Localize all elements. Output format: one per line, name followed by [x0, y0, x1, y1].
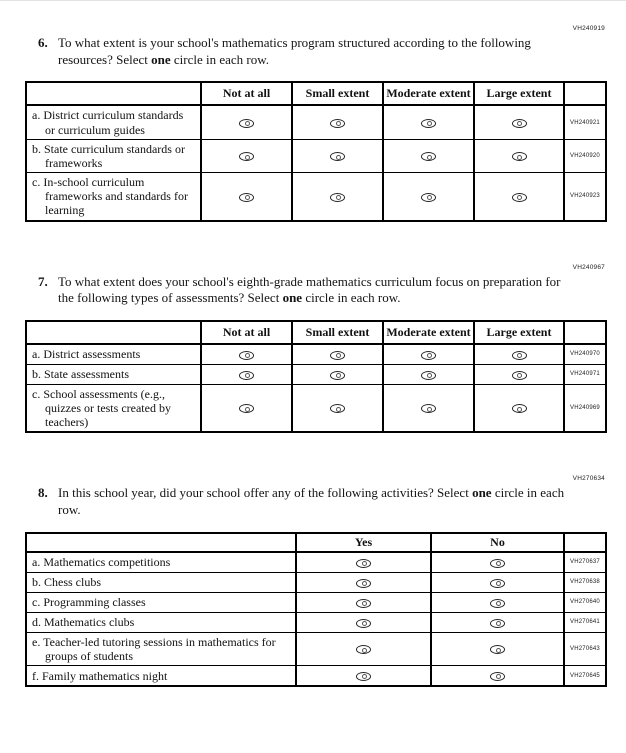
row-code: VH270641	[564, 612, 606, 632]
option-cell	[201, 139, 292, 172]
row-letter: b.	[32, 141, 41, 156]
stub-header	[26, 82, 201, 105]
option-cell	[383, 139, 474, 172]
answer-oval[interactable]	[330, 119, 345, 128]
answer-oval[interactable]	[330, 351, 345, 360]
prompt-pre: In this school year, did your school offer any of the following activities? Select	[58, 485, 473, 501]
column-header-moderate-extent: Moderate extent	[383, 321, 474, 344]
row-code: VH240923	[564, 173, 606, 221]
prompt-bold: one	[151, 51, 171, 67]
option-cell	[474, 105, 564, 139]
prompt-post: circle in each row.	[302, 290, 401, 306]
option-cell	[296, 666, 431, 687]
answer-oval[interactable]	[512, 371, 527, 380]
answer-oval[interactable]	[421, 119, 436, 128]
answer-oval[interactable]	[512, 351, 527, 360]
table-row	[26, 592, 606, 612]
row-text: Mathematics competitions	[43, 555, 171, 570]
answer-oval[interactable]	[356, 619, 371, 628]
answer-oval[interactable]	[490, 559, 505, 568]
row-letter: b.	[32, 367, 41, 382]
question-text	[58, 35, 575, 68]
option-cell	[474, 364, 564, 384]
code-column-header	[564, 321, 606, 344]
row-text: State assessments	[44, 367, 129, 382]
table-row	[26, 572, 606, 592]
stub-header	[26, 533, 296, 552]
option-cell	[383, 384, 474, 432]
row-letter: b.	[32, 575, 41, 590]
table-row	[26, 612, 606, 632]
option-cell	[383, 105, 474, 139]
option-cell	[474, 344, 564, 365]
row-text: Teacher-led tutoring sessions in mathematics for groups of students	[43, 634, 276, 664]
question-8-code: VH270634	[572, 475, 605, 483]
question-number: 7.	[38, 273, 48, 289]
table-row	[26, 632, 606, 665]
table-row	[26, 139, 606, 172]
option-cell	[431, 592, 564, 612]
option-cell	[383, 173, 474, 221]
option-cell	[292, 105, 383, 139]
row-label	[26, 105, 201, 139]
row-label	[26, 173, 201, 221]
column-header-large-extent: Large extent	[474, 321, 564, 344]
question-number: 8.	[38, 485, 48, 501]
option-cell	[296, 552, 431, 573]
column-header-large-extent: Large extent	[474, 82, 564, 105]
code-column-header	[564, 82, 606, 105]
row-label	[26, 666, 296, 687]
row-code: VH240970	[564, 344, 606, 365]
option-cell	[383, 364, 474, 384]
answer-oval[interactable]	[490, 645, 505, 654]
prompt-post: circle in each row.	[58, 485, 565, 518]
answer-oval[interactable]	[421, 404, 436, 413]
option-cell	[431, 572, 564, 592]
answer-oval[interactable]	[356, 559, 371, 568]
option-cell	[296, 632, 431, 665]
row-letter: c.	[32, 175, 41, 190]
row-code: VH270645	[564, 666, 606, 687]
column-header-moderate-extent: Moderate extent	[383, 82, 474, 105]
answer-oval[interactable]	[239, 119, 254, 128]
column-header-not-at-all: Not at all	[201, 321, 292, 344]
option-cell	[201, 105, 292, 139]
option-cell	[431, 552, 564, 573]
answer-oval[interactable]	[356, 672, 371, 681]
question-6-code: VH240919	[572, 25, 605, 32]
answer-oval[interactable]	[421, 351, 436, 360]
question-7-prompt	[38, 274, 605, 307]
row-text: Programming classes	[43, 595, 146, 610]
option-cell	[292, 344, 383, 365]
option-cell	[431, 612, 564, 632]
row-label	[26, 552, 296, 573]
answer-oval[interactable]	[239, 351, 254, 360]
question-7	[25, 264, 605, 434]
prompt-bold: one	[282, 290, 303, 306]
row-text: Chess clubs	[44, 575, 101, 590]
option-cell	[431, 632, 564, 665]
row-letter: f.	[32, 668, 39, 683]
row-text: District assessments	[43, 347, 141, 362]
stub-header	[26, 321, 201, 344]
answer-oval[interactable]	[239, 193, 254, 202]
row-code: VH240969	[564, 384, 606, 432]
row-letter: c.	[32, 595, 41, 610]
answer-oval[interactable]	[356, 599, 371, 608]
answer-oval[interactable]	[512, 152, 527, 161]
table-row	[26, 105, 606, 139]
option-cell	[383, 344, 474, 365]
answer-oval[interactable]	[490, 579, 505, 588]
row-text: In-school curriculum frameworks and standards for learning	[43, 175, 188, 218]
row-text: Family mathematics night	[42, 668, 168, 683]
option-cell	[431, 666, 564, 687]
row-code: VH240971	[564, 364, 606, 384]
answer-oval[interactable]	[490, 619, 505, 628]
question-6-table	[25, 81, 607, 221]
row-label	[26, 364, 201, 384]
option-cell	[292, 364, 383, 384]
prompt-pre: To what extent is your school's mathematics program structured according to the following resources? Select	[58, 35, 531, 67]
row-letter: c.	[32, 386, 41, 401]
answer-oval[interactable]	[356, 645, 371, 654]
row-code: VH240921	[564, 105, 606, 139]
header-row	[26, 82, 606, 105]
row-text: Mathematics clubs	[44, 615, 135, 630]
answer-oval[interactable]	[512, 193, 527, 202]
option-cell	[201, 364, 292, 384]
answer-oval[interactable]	[330, 193, 345, 202]
question-7-table	[25, 320, 607, 434]
answer-oval[interactable]	[490, 672, 505, 681]
row-text: State curriculum standards or frameworks	[44, 141, 185, 170]
option-cell	[201, 384, 292, 432]
row-code: VH270638	[564, 572, 606, 592]
table-row	[26, 666, 606, 687]
answer-oval[interactable]	[512, 119, 527, 128]
row-letter: a.	[32, 555, 41, 570]
table-row	[26, 552, 606, 573]
option-cell	[201, 344, 292, 365]
option-cell	[296, 592, 431, 612]
row-label	[26, 344, 201, 365]
question-8-table	[25, 532, 607, 688]
row-text: District curriculum standards or curriculum guides	[43, 108, 184, 137]
question-7-code: VH240967	[572, 263, 605, 271]
answer-oval[interactable]	[421, 371, 436, 380]
option-cell	[296, 612, 431, 632]
row-label	[26, 384, 201, 432]
answer-oval[interactable]	[330, 371, 345, 380]
answer-oval[interactable]	[239, 152, 254, 161]
code-column-header	[564, 533, 606, 552]
question-text	[58, 485, 575, 518]
answer-oval[interactable]	[330, 152, 345, 161]
header-row	[26, 533, 606, 552]
answer-oval[interactable]	[239, 371, 254, 380]
answer-oval[interactable]	[512, 404, 527, 413]
question-number: 6.	[38, 35, 48, 50]
answer-oval[interactable]	[330, 404, 345, 413]
row-label	[26, 139, 201, 172]
table-row	[26, 173, 606, 221]
row-letter: d.	[32, 615, 41, 630]
option-cell	[292, 384, 383, 432]
column-header-not-at-all: Not at all	[201, 82, 292, 105]
question-6-prompt	[38, 35, 605, 68]
row-label	[26, 572, 296, 592]
prompt-pre: To what extent does your school's eighth-grade mathematics curriculum focus on preparation for the following types of assessments? Select	[58, 273, 561, 306]
option-cell	[474, 173, 564, 221]
option-cell	[474, 384, 564, 432]
prompt-bold: one	[472, 485, 492, 501]
question-8-prompt	[38, 485, 605, 518]
question-text	[58, 274, 575, 307]
column-header-small-extent: Small extent	[292, 321, 383, 344]
header-row	[26, 321, 606, 344]
table-row	[26, 364, 606, 384]
column-header-no: No	[431, 533, 564, 552]
question-8	[25, 475, 605, 687]
answer-oval[interactable]	[421, 193, 436, 202]
prompt-post: circle in each row.	[170, 51, 270, 67]
row-text: School assessments (e.g., quizzes or tests created by teachers)	[43, 386, 171, 430]
row-label	[26, 592, 296, 612]
option-cell	[201, 173, 292, 221]
row-label	[26, 612, 296, 632]
table-row	[26, 384, 606, 432]
answer-oval[interactable]	[421, 152, 436, 161]
row-letter: a.	[32, 347, 41, 362]
column-header-yes: Yes	[296, 533, 431, 552]
option-cell	[474, 139, 564, 172]
row-label	[26, 632, 296, 665]
answer-oval[interactable]	[490, 599, 505, 608]
option-cell	[292, 139, 383, 172]
row-letter: a.	[32, 108, 41, 123]
row-code: VH240920	[564, 139, 606, 172]
answer-oval[interactable]	[239, 404, 254, 413]
option-cell	[296, 572, 431, 592]
column-header-small-extent: Small extent	[292, 82, 383, 105]
question-6	[25, 25, 605, 222]
option-cell	[292, 173, 383, 221]
table-row	[26, 344, 606, 365]
row-code: VH270643	[564, 632, 606, 665]
row-code: VH270640	[564, 592, 606, 612]
row-letter: e.	[32, 634, 41, 649]
row-code: VH270637	[564, 552, 606, 573]
answer-oval[interactable]	[356, 579, 371, 588]
